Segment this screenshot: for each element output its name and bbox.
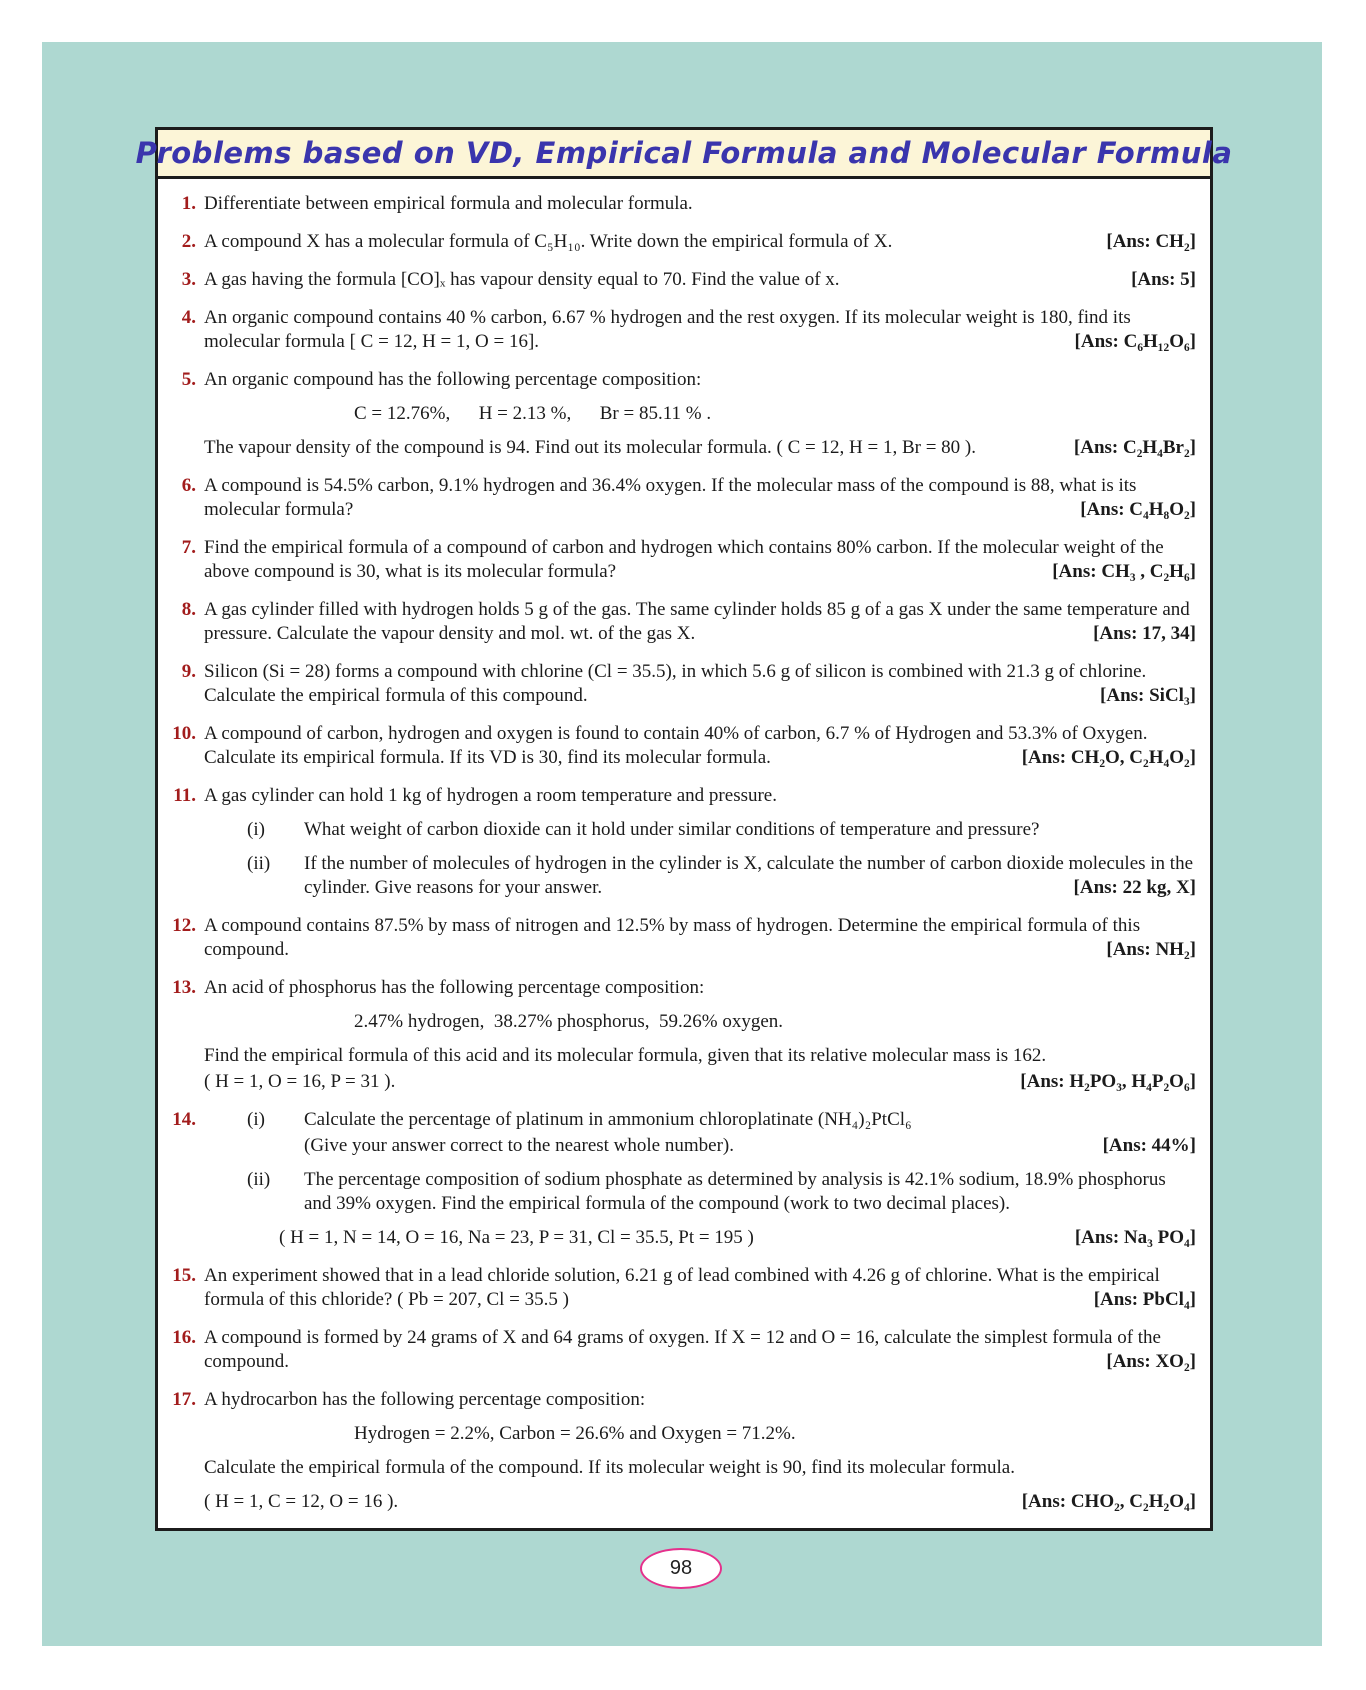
problem-text: A compound contains 87.5% by mass of nitrogen and 12.5% by mass of hydrogen. Determine the empirical formula of this compound. bbox=[204, 915, 1141, 960]
section-header bbox=[135, 130, 1233, 179]
answer-label: [Ans: CH₃ , C₂H₆] bbox=[1052, 561, 1196, 582]
problem-item bbox=[162, 536, 1196, 584]
problem-item bbox=[162, 230, 1196, 254]
problem-text-block bbox=[204, 1108, 1196, 1132]
sub-item-marker: (i) bbox=[247, 819, 265, 840]
problem-text-block bbox=[204, 1490, 1196, 1514]
problem-text-block bbox=[204, 598, 1196, 646]
problem-text-block bbox=[204, 1456, 1196, 1480]
problem-text-block bbox=[204, 914, 1196, 962]
problem-text-block bbox=[204, 1134, 1196, 1158]
problem-text-block bbox=[204, 976, 1196, 1000]
problem-text-block bbox=[204, 368, 1196, 392]
problem-content bbox=[204, 660, 1196, 708]
problem-text-block bbox=[204, 230, 1196, 254]
problem-text: An organic compound contains 40 % carbon, 6.67 % hydrogen and the rest oxygen. If its molecular weight is 180, find its molecular formula [ C = 12, H = 1, O = 16]. bbox=[204, 307, 1131, 352]
problem-number: 3. bbox=[181, 269, 196, 290]
problem-text: A hydrocarbon has the following percentage composition: bbox=[204, 1389, 646, 1410]
problem-content bbox=[204, 914, 1196, 962]
problem-item bbox=[162, 660, 1196, 708]
problem-number: 5. bbox=[181, 369, 196, 390]
problem-text-block bbox=[204, 306, 1196, 354]
answer-label: [Ans: XO₂] bbox=[1106, 1351, 1196, 1372]
problem-text: Silicon (Si = 28) forms a compound with chlorine (Cl = 35.5), in which 5.6 g of silicon is combined with 21.3 g of chlorine. Calculate the empirical formula of this compound. bbox=[204, 661, 1147, 706]
problem-item bbox=[162, 192, 1196, 216]
problem-number: 16. bbox=[172, 1327, 196, 1348]
problem-item bbox=[162, 306, 1196, 354]
problem-item bbox=[162, 474, 1196, 522]
problem-text-block bbox=[204, 1070, 1196, 1094]
problem-number: 2. bbox=[181, 231, 196, 252]
problem-text: 2.47% hydrogen, 38.27% phosphorus, 59.26% oxygen. bbox=[354, 1011, 784, 1032]
problem-item bbox=[162, 1388, 1196, 1514]
problem-text: An experiment showed that in a lead chloride solution, 6.21 g of lead combined with 4.26 g of chlorine. What is the empirical formula of this chloride? ( Pb = 207, Cl = 35.5 ) bbox=[204, 1265, 1160, 1310]
problem-text-block bbox=[204, 268, 1196, 292]
answer-label: [Ans: CHO₂, C₂H₂O₄] bbox=[1021, 1491, 1196, 1512]
problem-text-block bbox=[204, 784, 1196, 808]
problem-content bbox=[204, 1326, 1196, 1374]
problem-number: 17. bbox=[172, 1389, 196, 1410]
problem-number: 6. bbox=[181, 475, 196, 496]
problem-content bbox=[204, 230, 1196, 254]
problem-content bbox=[204, 1264, 1196, 1312]
composition-line bbox=[204, 1422, 1196, 1446]
problem-text-block bbox=[204, 1226, 1196, 1250]
problem-text-block bbox=[204, 660, 1196, 708]
problem-content bbox=[204, 976, 1196, 1094]
problem-text: A compound X has a molecular formula of C₅H₁₀. Write down the empirical formula of X. bbox=[204, 231, 893, 252]
problem-content bbox=[204, 192, 1196, 216]
problem-text: Hydrogen = 2.2%, Carbon = 26.6% and Oxygen = 71.2%. bbox=[354, 1423, 796, 1444]
problem-number: 13. bbox=[172, 977, 196, 998]
sub-item-marker: (ii) bbox=[247, 853, 271, 874]
problem-text: A gas having the formula [CO]ₓ has vapour density equal to 70. Find the value of x. bbox=[204, 269, 840, 290]
page-number-badge bbox=[640, 1548, 722, 1589]
problem-item bbox=[162, 1326, 1196, 1374]
answer-label: [Ans: 17, 34] bbox=[1093, 623, 1196, 644]
problem-text: A gas cylinder filled with hydrogen holds 5 g of the gas. The same cylinder holds 85 g of a gas X under the same temperature and pressure. Calculate the vapour density and mol. wt. of the gas X. bbox=[204, 599, 1190, 644]
problem-number: 14. bbox=[172, 1109, 196, 1130]
problem-number: 12. bbox=[172, 915, 196, 936]
problem-text: What weight of carbon dioxide can it hold under similar conditions of temperature and pressure? bbox=[304, 819, 1040, 840]
problem-text: An acid of phosphorus has the following percentage composition: bbox=[204, 977, 705, 998]
problem-text: An organic compound has the following percentage composition: bbox=[204, 369, 702, 390]
answer-label: [Ans: PbCl₄] bbox=[1093, 1289, 1196, 1310]
answer-label: [Ans: C₄H₈O₂] bbox=[1080, 499, 1196, 520]
problem-content bbox=[204, 536, 1196, 584]
problem-text: A compound is 54.5% carbon, 9.1% hydrogen and 36.4% oxygen. If the molecular mass of the compound is 88, what is its molecular formula? bbox=[204, 475, 1137, 520]
problem-text: A gas cylinder can hold 1 kg of hydrogen a room temperature and pressure. bbox=[204, 785, 777, 806]
answer-label: [Ans: CH₂O, C₂H₄O₂] bbox=[1021, 747, 1196, 768]
problem-text: Calculate the percentage of platinum in ammonium chloroplatinate (NH₄)₂PtCl₆ bbox=[304, 1109, 912, 1130]
answer-label: [Ans: C₆H₁₂O₆] bbox=[1074, 331, 1196, 352]
sub-item-text bbox=[304, 818, 1196, 842]
sub-item-marker: (i) bbox=[247, 1109, 265, 1130]
problem-number: 11. bbox=[173, 785, 196, 806]
problem-item bbox=[162, 1108, 1196, 1250]
problem-item bbox=[162, 368, 1196, 460]
section-title: Problems based on VD, Empirical Formula and Molecular Formula bbox=[135, 136, 1233, 170]
problem-content bbox=[204, 598, 1196, 646]
problem-text-block bbox=[204, 818, 1196, 842]
answer-label: [Ans: C₂H₄Br₂] bbox=[1073, 437, 1196, 458]
page-number: 98 bbox=[669, 1557, 693, 1579]
problem-text: (Give your answer correct to the nearest whole number). bbox=[304, 1135, 734, 1156]
content-box bbox=[135, 127, 1233, 1531]
problem-text: A compound is formed by 24 grams of X and 64 grams of oxygen. If X = 12 and O = 16, calculate the simplest formula of the compound. bbox=[204, 1327, 1161, 1372]
problem-text: The percentage composition of sodium phosphate as determined by analysis is 42.1% sodium, 18.9% phosphorus and 39% oxygen. Find the empirical formula of the compound (work to two decimal places). bbox=[304, 1169, 1166, 1214]
problem-number: 15. bbox=[172, 1265, 196, 1286]
problem-text-block bbox=[204, 722, 1196, 770]
problem-number: 9. bbox=[181, 661, 196, 682]
teal-panel bbox=[42, 42, 1322, 1646]
answer-label: [Ans: SiCl₃] bbox=[1100, 685, 1196, 706]
problem-text-block bbox=[204, 852, 1196, 900]
problem-text: Find the empirical formula of this acid and its molecular formula, given that its relative molecular mass is 162. bbox=[204, 1045, 1047, 1066]
answer-label: [Ans: 22 kg, X] bbox=[1073, 877, 1196, 898]
problem-content bbox=[204, 306, 1196, 354]
problem-content bbox=[204, 1108, 1196, 1250]
problem-text: ( H = 1, C = 12, O = 16 ). bbox=[204, 1491, 399, 1512]
problem-number: 4. bbox=[181, 307, 196, 328]
problem-text-block bbox=[204, 1044, 1196, 1068]
problem-text-block bbox=[204, 536, 1196, 584]
problem-item bbox=[162, 784, 1196, 900]
problem-number: 10. bbox=[172, 723, 196, 744]
problem-text-block bbox=[204, 1168, 1196, 1216]
problem-text-block bbox=[204, 1326, 1196, 1374]
sub-item-text bbox=[304, 1168, 1196, 1216]
problem-text: Calculate the empirical formula of the compound. If its molecular weight is 90, find its molecular formula. bbox=[204, 1457, 1015, 1478]
problem-item bbox=[162, 268, 1196, 292]
problem-content bbox=[204, 784, 1196, 900]
sub-item-marker: (ii) bbox=[247, 1169, 271, 1190]
problem-text: Find the empirical formula of a compound of carbon and hydrogen which contains 80% carbon. If the molecular weight of the above compound is 30, what is its molecular formula? bbox=[204, 537, 1164, 582]
problem-item bbox=[162, 598, 1196, 646]
composition-line bbox=[204, 402, 1196, 426]
problem-item bbox=[162, 914, 1196, 962]
problem-text-block bbox=[204, 436, 1196, 460]
problem-item bbox=[162, 722, 1196, 770]
problem-content bbox=[204, 368, 1196, 460]
problem-text-block bbox=[204, 192, 1196, 216]
problem-number: 8. bbox=[181, 599, 196, 620]
problem-item bbox=[162, 1264, 1196, 1312]
answer-label: [Ans: Na₃ PO₄] bbox=[1074, 1227, 1196, 1248]
problem-content bbox=[204, 722, 1196, 770]
problem-text: If the number of molecules of hydrogen in the cylinder is X, calculate the number of carbon dioxide molecules in the cylinder. Give reasons for your answer. bbox=[304, 853, 1194, 898]
sub-item-text bbox=[304, 852, 1196, 900]
problem-content bbox=[204, 1388, 1196, 1514]
problem-text-block bbox=[204, 1264, 1196, 1312]
problem-number: 7. bbox=[181, 537, 196, 558]
problem-text: A compound of carbon, hydrogen and oxygen is found to contain 40% of carbon, 6.7 % of Hydrogen and 53.3% of Oxygen. Calculate its empirical formula. If its VD is 30, find its molecular formula. bbox=[204, 723, 1148, 768]
composition-line bbox=[204, 1010, 1196, 1034]
problem-content bbox=[204, 474, 1196, 522]
problem-text: ( H = 1, O = 16, P = 31 ). bbox=[204, 1071, 396, 1092]
problem-text: C = 12.76%, H = 2.13 %, Br = 85.11 % . bbox=[354, 403, 712, 424]
problem-text: ( H = 1, N = 14, O = 16, Na = 23, P = 31, Cl = 35.5, Pt = 195 ) bbox=[279, 1227, 754, 1248]
answer-label: [Ans: 44%] bbox=[1102, 1135, 1196, 1156]
sub-item-text bbox=[304, 1108, 1196, 1132]
answer-label: [Ans: CH₂] bbox=[1106, 231, 1196, 252]
problem-number: 1. bbox=[181, 193, 196, 214]
answer-label: [Ans: H₂PO₃, H₄P₂O₆] bbox=[1020, 1071, 1196, 1092]
problem-item bbox=[162, 976, 1196, 1094]
problems-list bbox=[158, 179, 1210, 1514]
problem-text-block bbox=[204, 474, 1196, 522]
problem-text: The vapour density of the compound is 94. Find out its molecular formula. ( C = 12, H = 1, Br = 80 ). bbox=[204, 437, 976, 458]
problem-content bbox=[204, 268, 1196, 292]
problem-text: Differentiate between empirical formula and molecular formula. bbox=[204, 193, 693, 214]
problem-text-block bbox=[204, 1388, 1196, 1412]
answer-label: [Ans: NH₂] bbox=[1106, 939, 1196, 960]
answer-label: [Ans: 5] bbox=[1131, 269, 1196, 290]
